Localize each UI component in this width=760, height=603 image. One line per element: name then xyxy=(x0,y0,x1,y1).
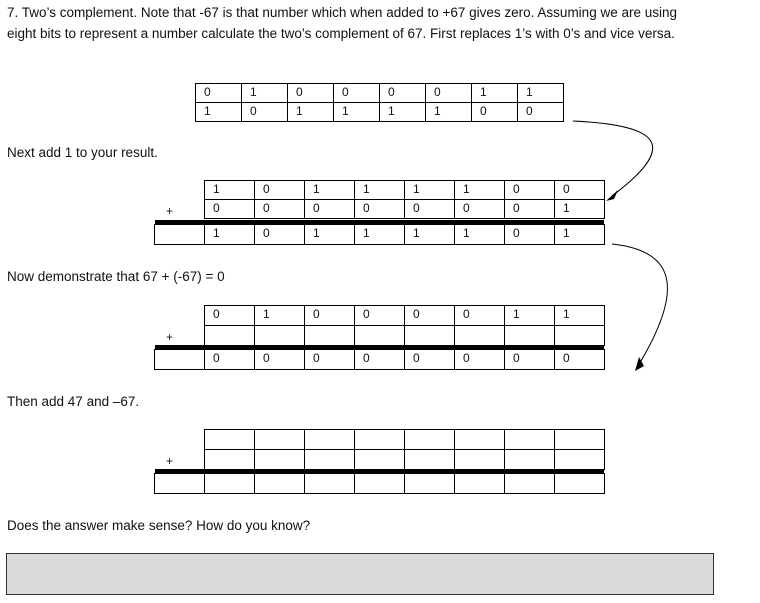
bit-cell: 1 xyxy=(404,224,455,245)
bit-cell: 0 xyxy=(195,83,242,103)
bit-cell: 0 xyxy=(504,349,555,370)
bit-cell: 0 xyxy=(304,349,355,370)
bit-cell: 0 xyxy=(504,180,555,200)
bit-cell: 0 xyxy=(379,83,426,103)
plus-sign-add-47: + xyxy=(166,454,174,468)
bit-cell: 1 xyxy=(425,102,472,122)
bit-cell: 0 xyxy=(304,199,355,219)
bit-cell: 1 xyxy=(517,83,564,103)
intro-line-1: 7. Two’s complement. Note that -67 is that number which when added to +67 gives zero. Assuming we are using xyxy=(7,5,677,20)
bit-cell: 0 xyxy=(404,349,455,370)
plus-sign-add-one: + xyxy=(166,204,174,218)
bit-cell: 1 xyxy=(354,224,405,245)
arrow-to-demonstrate xyxy=(612,244,667,366)
bit-cell: 0 xyxy=(204,349,255,370)
demonstrate-label: Now demonstrate that 67 + (-67) = 0 xyxy=(7,269,225,284)
bit-cell: 1 xyxy=(204,224,255,245)
bit-cell: 1 xyxy=(554,199,605,219)
bit-cell: 1 xyxy=(471,83,518,103)
bit-cell: 0 xyxy=(287,83,334,103)
intro-line-2: eight bits to represent a number calculate the two’s complement of 67. First replaces 1’s with 0’s and vice versa. xyxy=(7,26,675,41)
bit-cell: 1 xyxy=(241,83,288,103)
bit-cell: 0 xyxy=(241,102,288,122)
bit-cell: 1 xyxy=(287,102,334,122)
bit-cell: 1 xyxy=(554,224,605,245)
bit-cell: 1 xyxy=(454,180,505,200)
add-one-label: Next add 1 to your result. xyxy=(7,145,158,160)
bit-cell: 0 xyxy=(254,349,305,370)
bit-cell: 0 xyxy=(354,199,405,219)
question-label: Does the answer make sense? How do you know? xyxy=(7,518,311,533)
plus-sign-demonstrate: + xyxy=(166,330,174,344)
bit-cell[interactable]: 1 xyxy=(554,305,605,326)
bit-cell[interactable]: 0 xyxy=(454,305,505,326)
bit-cell: 0 xyxy=(254,199,305,219)
bit-cell[interactable]: 1 xyxy=(254,305,305,326)
bit-cell: 1 xyxy=(454,224,505,245)
bit-cell: 0 xyxy=(504,199,555,219)
bit-cell[interactable]: 0 xyxy=(354,305,405,326)
bit-cell: 1 xyxy=(304,224,355,245)
arrow-to-add-one xyxy=(573,121,653,196)
bit-cell: 0 xyxy=(454,349,505,370)
bit-cell: 0 xyxy=(404,199,455,219)
bit-cell: 1 xyxy=(333,102,380,122)
bit-cell: 1 xyxy=(404,180,455,200)
bit-cell[interactable]: 0 xyxy=(404,305,455,326)
bit-cell: 0 xyxy=(517,102,564,122)
bit-cell: 1 xyxy=(354,180,405,200)
arrowhead xyxy=(606,190,618,201)
bit-cell: 0 xyxy=(254,224,305,245)
bit-cell: 0 xyxy=(471,102,518,122)
bit-cell: 1 xyxy=(304,180,355,200)
bit-cell: 0 xyxy=(554,180,605,200)
bit-cell: 0 xyxy=(204,199,255,219)
bit-cell: 0 xyxy=(354,349,405,370)
bit-cell: 0 xyxy=(554,349,605,370)
bit-cell: 0 xyxy=(425,83,472,103)
bit-cell: 0 xyxy=(504,224,555,245)
bit-cell: 1 xyxy=(379,102,426,122)
bit-cell: 0 xyxy=(454,199,505,219)
bit-cell[interactable]: 1 xyxy=(504,305,555,326)
bit-cell: 0 xyxy=(254,180,305,200)
bit-cell: 0 xyxy=(333,83,380,103)
bit-cell: 1 xyxy=(204,180,255,200)
add-47-label: Then add 47 and –67. xyxy=(7,394,140,409)
bit-cell[interactable]: 0 xyxy=(304,305,355,326)
bit-cell: 1 xyxy=(195,102,242,122)
bit-cell[interactable]: 0 xyxy=(204,305,255,326)
